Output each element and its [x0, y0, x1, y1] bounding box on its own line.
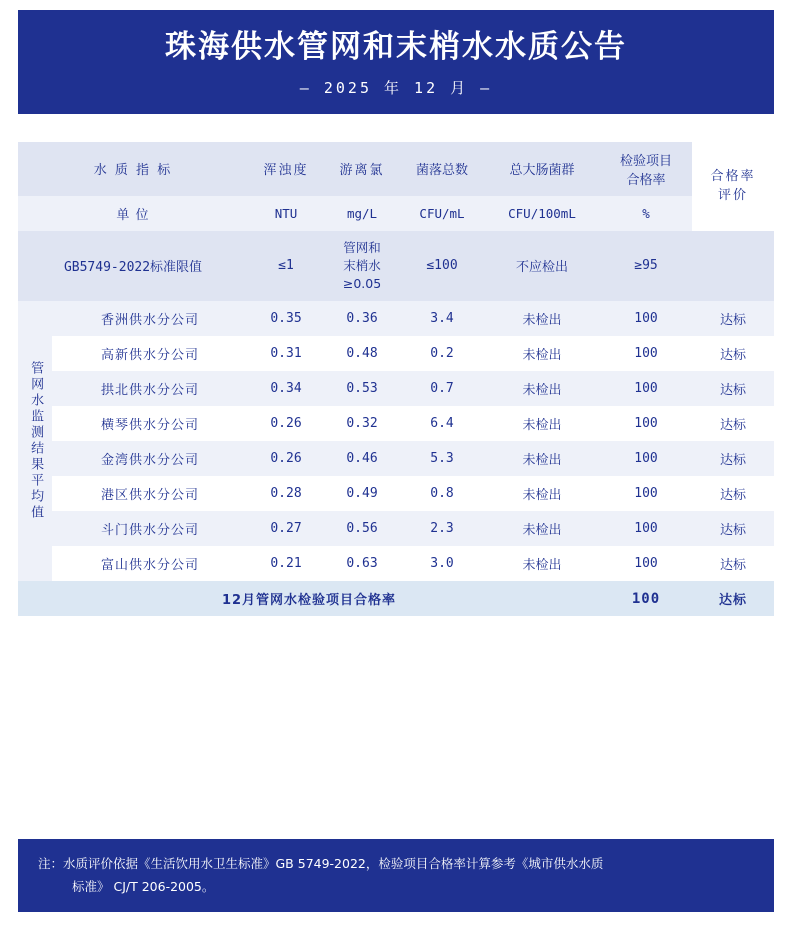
row-turbidity: 0.35: [248, 301, 324, 336]
row-company-name: 金湾供水分公司: [52, 441, 248, 476]
row-evaluation: 达标: [692, 336, 774, 371]
row-evaluation: 达标: [692, 371, 774, 406]
row-colony: 3.4: [400, 301, 484, 336]
row-colony: 0.8: [400, 476, 484, 511]
row-colony: 6.4: [400, 406, 484, 441]
row-evaluation: 达标: [692, 546, 774, 581]
total-evaluation: 达标: [692, 581, 774, 616]
row-pass-rate: 100: [600, 476, 692, 511]
table-header-row: [18, 142, 774, 196]
page-title: 珠海供水管网和末梢水水质公告: [165, 29, 627, 65]
total-label: 12月管网水检验项目合格率: [18, 581, 600, 616]
table-row: [18, 371, 774, 406]
row-evaluation: 达标: [692, 511, 774, 546]
page-header: [18, 10, 774, 114]
group-label-cell: [18, 301, 52, 581]
row-turbidity: 0.26: [248, 441, 324, 476]
row-coliform: 未检出: [484, 511, 600, 546]
row-company-name: 高新供水分公司: [52, 336, 248, 371]
table-row: [18, 301, 774, 336]
row-pass-rate: 100: [600, 371, 692, 406]
row-chlorine: 0.46: [324, 441, 400, 476]
row-coliform: 未检出: [484, 301, 600, 336]
row-evaluation: 达标: [692, 406, 774, 441]
footer-line-2: 标准》 CJ/T 206-2005。: [72, 878, 215, 894]
table-row: [18, 476, 774, 511]
unit-label: 单 位: [18, 196, 248, 231]
group-label: 管网水监测结果平均值: [28, 361, 44, 522]
row-colony: 0.7: [400, 371, 484, 406]
row-coliform: 未检出: [484, 371, 600, 406]
row-company-name: 香洲供水分公司: [52, 301, 248, 336]
row-company-name: 港区供水分公司: [52, 476, 248, 511]
footer-line-1: 注：水质评价依据《生活饮用水卫生标准》GB 5749-2022，检验项目合格率计算参考《城市供水水质: [38, 856, 604, 871]
row-pass-rate: 100: [600, 301, 692, 336]
row-evaluation: 达标: [692, 476, 774, 511]
standard-coliform: 不应检出: [484, 231, 600, 301]
header-col-coliform: 总大肠菌群: [484, 142, 600, 196]
unit-coliform: CFU/100mL: [484, 196, 600, 231]
total-row: [18, 581, 774, 616]
row-colony: 0.2: [400, 336, 484, 371]
row-chlorine: 0.53: [324, 371, 400, 406]
header-col-evaluation: 合格率 评价: [692, 142, 774, 231]
row-colony: 2.3: [400, 511, 484, 546]
table-row: [18, 406, 774, 441]
footer-note: [18, 839, 774, 912]
row-coliform: 未检出: [484, 441, 600, 476]
unit-chlorine: mg/L: [324, 196, 400, 231]
table-row: [18, 546, 774, 581]
standard-evaluation-empty: [692, 231, 774, 301]
row-coliform: 未检出: [484, 546, 600, 581]
row-pass-rate: 100: [600, 336, 692, 371]
table-unit-row: [18, 196, 774, 231]
header-indicator-label: 水 质 指 标: [18, 142, 248, 196]
row-chlorine: 0.36: [324, 301, 400, 336]
row-pass-rate: 100: [600, 441, 692, 476]
row-coliform: 未检出: [484, 476, 600, 511]
header-col-chlorine: 游离氯: [324, 142, 400, 196]
row-colony: 5.3: [400, 441, 484, 476]
row-turbidity: 0.28: [248, 476, 324, 511]
water-quality-table: [18, 142, 774, 616]
page-subtitle: — 2025 年 12 月 —: [299, 78, 493, 97]
row-company-name: 横琴供水分公司: [52, 406, 248, 441]
standard-turbidity: ≤1: [248, 231, 324, 301]
row-pass-rate: 100: [600, 511, 692, 546]
page-root: [0, 10, 792, 928]
row-company-name: 富山供水分公司: [52, 546, 248, 581]
row-turbidity: 0.26: [248, 406, 324, 441]
row-chlorine: 0.32: [324, 406, 400, 441]
unit-colony: CFU/mL: [400, 196, 484, 231]
unit-turbidity: NTU: [248, 196, 324, 231]
standard-colony: ≤100: [400, 231, 484, 301]
standard-limit-row: [18, 231, 774, 301]
row-pass-rate: 100: [600, 406, 692, 441]
header-col-colony: 菌落总数: [400, 142, 484, 196]
row-turbidity: 0.27: [248, 511, 324, 546]
row-company-name: 斗门供水分公司: [52, 511, 248, 546]
standard-pass-rate: ≥95: [600, 231, 692, 301]
row-chlorine: 0.48: [324, 336, 400, 371]
table-row: [18, 441, 774, 476]
unit-pass-rate: %: [600, 196, 692, 231]
row-turbidity: 0.21: [248, 546, 324, 581]
row-pass-rate: 100: [600, 546, 692, 581]
row-coliform: 未检出: [484, 336, 600, 371]
row-company-name: 拱北供水分公司: [52, 371, 248, 406]
total-pass-rate: 100: [600, 581, 692, 616]
row-coliform: 未检出: [484, 406, 600, 441]
row-chlorine: 0.63: [324, 546, 400, 581]
row-chlorine: 0.56: [324, 511, 400, 546]
row-evaluation: 达标: [692, 301, 774, 336]
header-col-turbidity: 浑浊度: [248, 142, 324, 196]
standard-label: GB5749-2022标准限值: [18, 231, 248, 301]
row-evaluation: 达标: [692, 441, 774, 476]
row-turbidity: 0.31: [248, 336, 324, 371]
row-colony: 3.0: [400, 546, 484, 581]
row-turbidity: 0.34: [248, 371, 324, 406]
table-row: [18, 336, 774, 371]
row-chlorine: 0.49: [324, 476, 400, 511]
table-row: [18, 511, 774, 546]
header-col-pass-rate: 检验项目 合格率: [600, 142, 692, 196]
standard-chlorine: 管网和 末梢水 ≥0.05: [324, 231, 400, 301]
